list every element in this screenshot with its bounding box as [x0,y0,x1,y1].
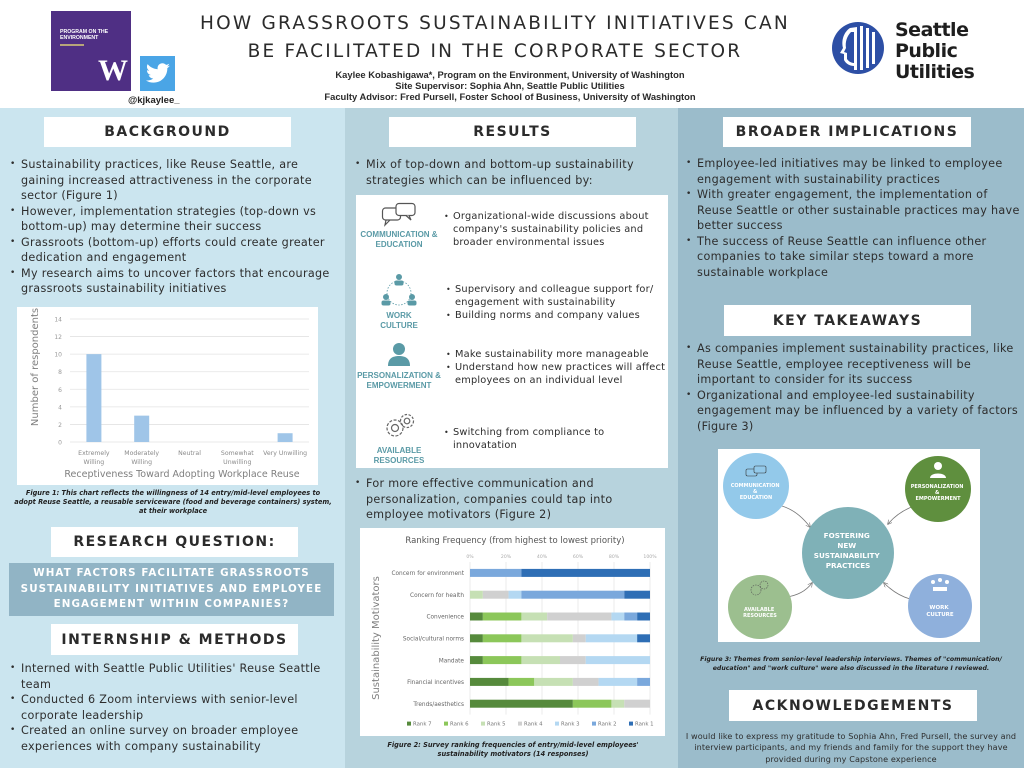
list-item: • However, implementation strategies (top-down vs bottom-up) may determine their success [10,204,344,235]
bar-segment [470,700,573,708]
bar-segment [599,678,638,686]
legend-label: Rank 6 [450,721,469,728]
bar-segment [470,634,483,642]
legend-swatch [629,722,633,726]
advisor-line: Faculty Advisor: Fred Pursell, Foster School of Business, University of Washington [324,91,696,102]
bar-segment [521,613,547,621]
takeaways-heading: KEY TAKEAWAYS [724,305,971,336]
category-label: Trends/aesthetics [413,701,464,708]
center-node-label: FOSTERING NEW SUSTAINABILITY PRACTICES [813,531,880,570]
bar-segment [483,613,522,621]
list-item: • Supervisory and colleague support for/ engagement with sustainability [446,283,668,309]
legend-swatch [592,722,596,726]
list-item: • My research aims to uncover factors that encourage grassroots sustainability initiatives [10,266,344,297]
y-tick-label: 8 [58,369,62,377]
spu-line-1: Seattle [895,19,969,41]
legend-label: Rank 7 [413,721,432,728]
spu-line-3: Utilities [895,61,975,83]
list-item: • Mix of top-down and bottom-up sustainability strategies which can be influenced by: [355,157,675,188]
gears-icon [384,413,416,439]
category-label: Social/cultural norms [402,636,464,643]
list-item: • Interned with Seattle Public Utilities' Reuse Seattle team [10,661,344,692]
acknowledgements-heading: ACKNOWLEDGEMENTS [729,690,977,721]
node-work-culture-label: WORK CULTURE [926,605,954,618]
bar-segment [611,613,624,621]
bar-segment [611,700,624,708]
title-line-1: HOW GRASSROOTS SUSTAINABILITY INITIATIVES CAN [200,13,790,34]
bar-segment [470,656,483,664]
y-tick-label: 14 [54,316,62,324]
poster-header [0,0,1024,108]
author-block [230,69,790,102]
list-item: • Understand how new practices will affect employees on an individual level [446,361,668,387]
x-tick-label: 60% [572,555,584,560]
person-icon [387,342,411,366]
title-line-2: BE FACILITATED IN THE CORPORATE SECTOR [247,41,743,62]
bar-segment [560,656,586,664]
list-item: • Sustainability practices, like Reuse Seattle, are gaining increased attractiveness in the corporate sector (Figure 1) [10,157,344,204]
bar-segment [509,591,522,599]
category-label: Concern for environment [391,571,464,578]
list-item: • Created an online survey on broader employee experiences with company sustainability [10,723,344,754]
bar-segment [637,678,650,686]
bar-segment [470,569,521,577]
legend-swatch [407,722,411,726]
team-circle-icon [380,273,418,307]
legend-label: Rank 4 [524,721,543,728]
x-tick-label: 0% [466,555,474,560]
x-tick-label: Somewhat Unwilling [220,450,254,466]
bar-segment [470,678,509,686]
legend-swatch [555,722,559,726]
poe-logo-bar [60,44,84,46]
figure-3-diagram [718,449,980,642]
uw-w-logo: W [98,54,128,87]
research-question-text: WHAT FACTORS FACILITATE GRASSROOTS SUSTAINABILITY INITIATIVES AND EMPLOYEE ENGAGEMENT WITHIN COMPANIES? [9,563,334,616]
connector-arrow [782,506,810,527]
bar-segment [509,678,535,686]
list-item: • Grassroots (bottom-up) efforts could create greater dedication and engagement [10,235,344,266]
bar-segment [573,678,599,686]
y-axis-label: Sustainability Motivators [371,576,382,700]
theme-points-resources [444,426,666,452]
twitter-handle[interactable]: @kjkaylee_ [128,95,180,106]
bar-segment [586,634,637,642]
y-tick-label: 12 [54,334,62,342]
category-label: Convenience [426,614,464,621]
poe-logo-text: PROGRAM ON THE ENVIRONMENT [60,29,109,41]
seattle-public-utilities-emblem-icon [830,20,886,76]
author-line: Kaylee Kobashigawa*, Program on the Environment, University of Washington [335,69,685,80]
category-label: Financial incentives [407,680,464,687]
list-item: • Organizational and employee-led sustainability engagement may be influenced by a variety of factors (Figure 3) [686,388,1022,435]
list-item: • Switching from compliance to innovatation [444,426,666,452]
theme-label-resources: AVAILABLE RESOURCES [373,446,425,465]
y-tick-label: 6 [58,386,62,394]
legend-label: Rank 2 [598,721,617,728]
bar-segment [624,591,650,599]
x-tick-label: Extremely Willing [78,450,110,466]
background-bullets [10,157,344,297]
themes-diagram [718,449,980,642]
seattle-public-utilities-wordmark [895,20,974,83]
chat-bubbles-icon [381,202,417,228]
list-item: • For more effective communication and personalization, companies could tap into employee motivators (Figure 2) [355,476,673,523]
y-tick-label: 4 [58,404,62,412]
category-label: Mandate [438,658,464,665]
bar-segment [521,591,624,599]
theme-label-personalization: PERSONALIZATION & EMPOWERMENT [357,371,441,390]
theme-points-personalization [446,348,668,387]
figure-2-caption: Figure 2: Survey ranking frequencies of entry/mid-level employees' sustainability motivators (14 responses) [387,741,639,758]
background-heading: BACKGROUND [44,117,291,147]
x-axis-label: Receptiveness Toward Adopting Workplace Reuse [64,469,300,480]
legend-swatch [481,722,485,726]
connector-arrow [888,506,914,524]
list-item: • With greater engagement, the implementation of Reuse Seattle or other sustainable practices may have better success [686,187,1022,234]
bar-segment [624,613,637,621]
category-label: Concern for health [410,592,464,599]
list-item: • As companies implement sustainability practices, like Reuse Seattle, employee receptiveness will be important to consider for its success [686,341,1022,388]
twitter-icon[interactable] [140,56,175,91]
poster-title [180,10,810,66]
connector-arrow [884,583,910,599]
bar-segment [624,700,650,708]
x-tick-label: 80% [608,555,620,560]
bar-segment [483,656,522,664]
legend-label: Rank 5 [487,721,506,728]
program-on-the-environment-logo [51,11,131,91]
spu-line-2: Public [895,40,958,62]
y-tick-label: 0 [58,439,62,447]
legend-label: Rank 3 [561,721,580,728]
x-tick-label: 100% [643,555,657,560]
bar-segment [483,591,509,599]
bar [278,433,293,442]
ranking-frequency-chart [360,528,665,736]
x-tick-label: 40% [536,555,548,560]
methods-heading: INTERNSHIP & METHODS [51,624,298,655]
implications-heading: BROADER IMPLICATIONS [723,117,971,147]
supervisor-line: Site Supervisor: Sophia Ahn, Seattle Public Utilities [395,80,625,91]
bar-segment [521,634,572,642]
bar-segment [637,613,650,621]
node-resources-label: AVAILABLE RESOURCES [743,607,777,619]
figure-1-chart [17,307,318,485]
implications-bullets [686,156,1022,280]
results-followup [355,476,673,523]
x-tick-label: Neutral [178,450,201,457]
bar-segment [547,613,611,621]
chart-title: Ranking Frequency (from highest to lowest priority) [405,536,625,546]
methods-bullets [10,661,344,754]
bar-segment [521,569,650,577]
themes-panel [356,195,668,468]
figure-1-caption: Figure 1: This chart reflects the willingness of 14 entry/mid-level employees to adopt Reuse Seattle, a reusable serviceware (food and beverage containers) system, at their workplace [14,489,332,515]
list-item: • Organizational-wide discussions about company's sustainability policies and broader environmental issues [444,210,666,249]
x-tick-label: Moderately Willing [124,450,160,466]
bar-segment [573,700,612,708]
legend-label: Rank 1 [635,721,654,728]
bar-segment [470,591,483,599]
bar-segment [470,613,483,621]
figure-3-caption: Figure 3: Themes from senior-level leadership interviews. Themes of "communication/ education" and "work culture" were also discussed in the literature I reviewed. [700,656,1002,672]
list-item: • Building norms and company values [446,309,668,322]
bar-segment [483,634,522,642]
theme-label-work-culture: WORK CULTURE [380,311,418,330]
results-intro [355,157,675,188]
bar-segment [637,634,650,642]
y-tick-label: 10 [54,351,62,359]
bar-segment [521,656,560,664]
theme-points-communication [444,210,666,249]
bar-segment [534,678,573,686]
receptiveness-bar-chart [17,307,318,485]
list-item: • The success of Reuse Seattle can influence other companies to take similar steps toward a more sustainable workplace [686,234,1022,281]
list-item: • Employee-led initiatives may be linked to employee engagement with sustainability practices [686,156,1022,187]
bar-segment [586,656,650,664]
results-heading: RESULTS [389,117,636,147]
list-item: • Conducted 6 Zoom interviews with senior-level corporate leadership [10,692,344,723]
takeaways-bullets [686,341,1022,434]
figure-2-chart [360,528,665,736]
bar [134,416,149,442]
x-tick-label: Very Unwilling [263,450,308,457]
node-personalization-label: PERSONALIZATION & EMPOWERMENT [910,484,964,502]
research-question-heading: RESEARCH QUESTION: [51,527,298,557]
x-tick-label: 20% [500,555,512,560]
legend-swatch [518,722,522,726]
y-tick-label: 2 [58,421,62,429]
bar [86,354,101,442]
theme-label-communication: COMMUNICATION & EDUCATION [360,230,438,249]
bar-segment [573,634,586,642]
node-communication-label: COMMUNICATION & EDUCATION [730,483,780,501]
theme-points-work-culture [446,283,668,322]
acknowledgements-text: I would like to express my gratitude to Sophia Ahn, Fred Pursell, the survey and interview participants, and my friends and family for the support they have provided during my Capstone experience [685,731,1017,764]
connector-arrow [786,583,812,597]
y-axis-label: Number of respondents [30,307,41,427]
legend-swatch [444,722,448,726]
list-item: • Make sustainability more manageable [446,348,668,361]
